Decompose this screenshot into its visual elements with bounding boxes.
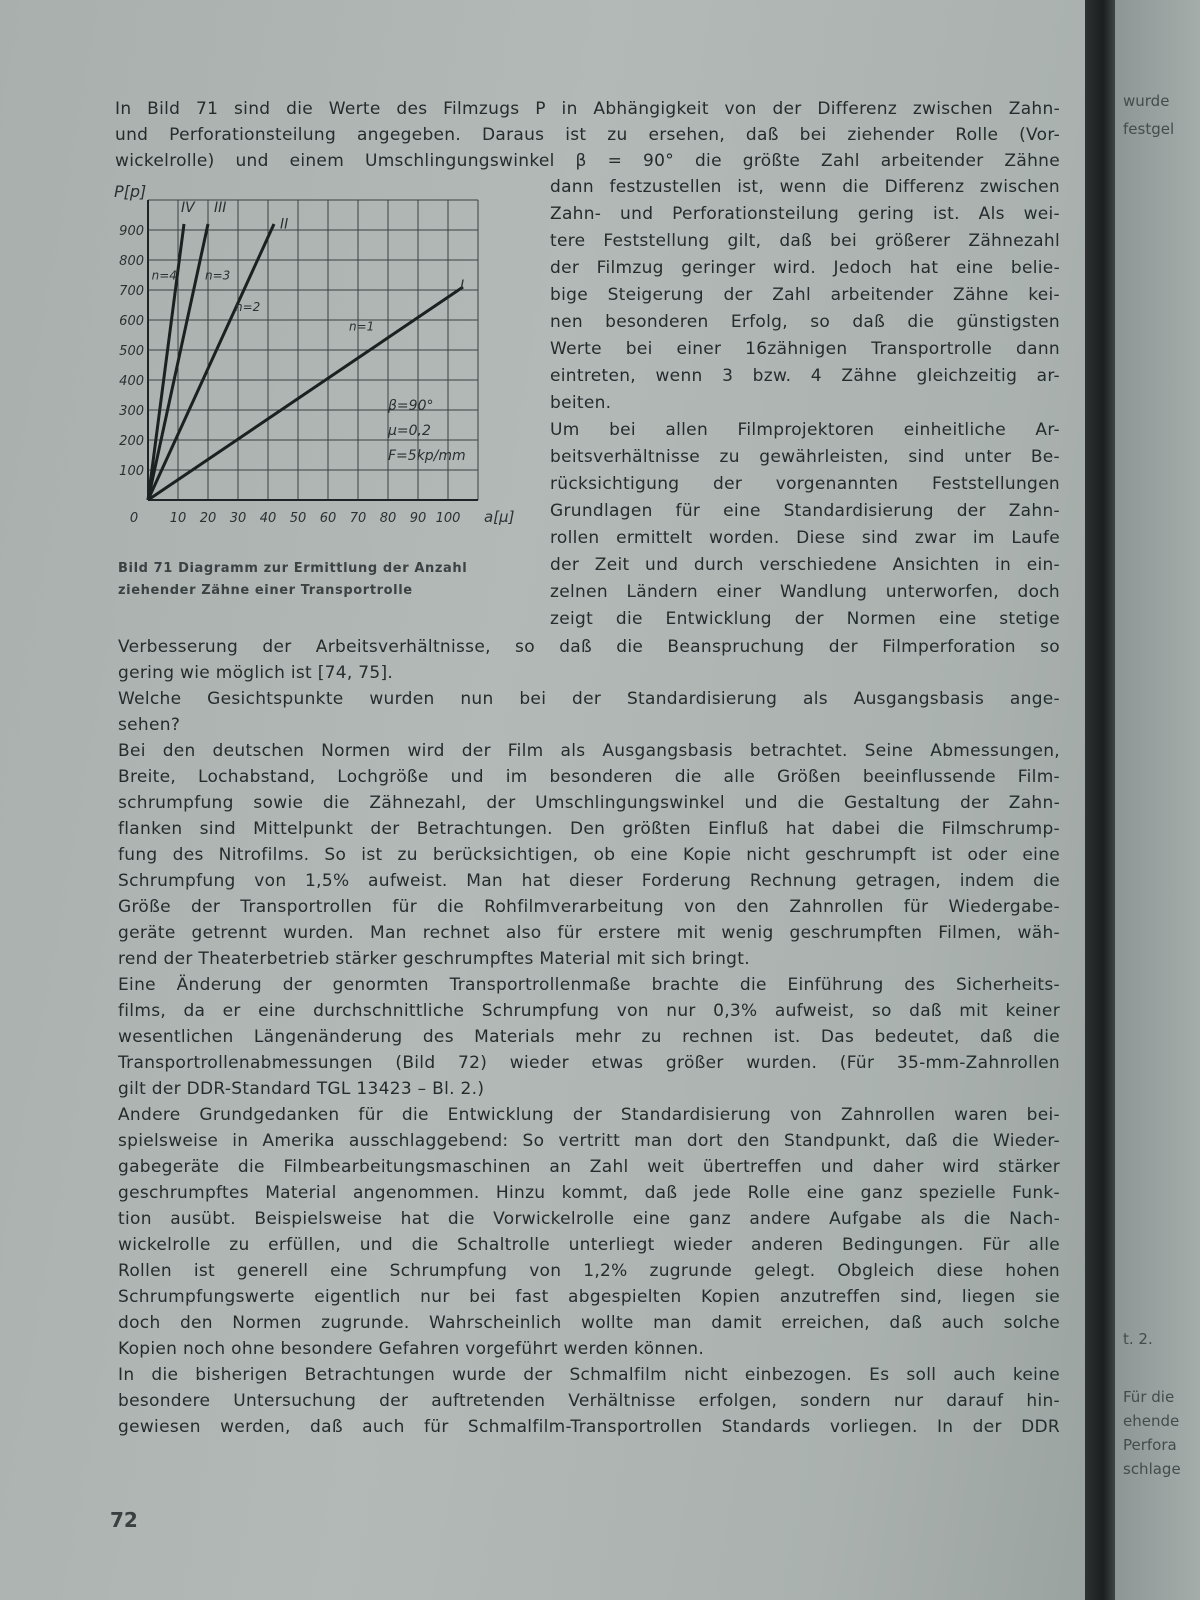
- text-line: Welche Gesichtspunkte wurden nun bei der Standardisierung als Ausgangsbasis ange-: [118, 689, 1060, 709]
- page-number: 72: [110, 1508, 138, 1532]
- text-line: schrumpfung sowie die Zähnezahl, der Umschlingungswinkel und die Gestaltung der Zahn-: [118, 793, 1060, 813]
- n-label: n=2: [235, 300, 261, 314]
- y-tick-label: 500: [119, 344, 144, 359]
- n-label: n=1: [349, 319, 375, 334]
- n-label: n=3: [205, 268, 231, 283]
- parameter-label: μ=0,2: [388, 423, 431, 439]
- chart: [110, 182, 530, 540]
- edge-text: Für die: [1123, 1388, 1175, 1406]
- edge-text: Perfora: [1123, 1436, 1177, 1454]
- text-line: Rollen ist generell eine Schrumpfung von 1,2% zugrunde gelegt. Obgleich diese hohen: [118, 1261, 1060, 1281]
- text-line: Eine Änderung der genormten Transportrollenmaße brachte die Einführung des Sicherheits-: [118, 975, 1060, 995]
- text-line: Schrumpfungswerte eigentlich nur bei fast abgespielten Kopien anzutreffen sind, liegen sie: [118, 1287, 1060, 1307]
- text-line: rend der Theaterbetrieb stärker geschrumpftes Material mit sich bringt.: [118, 949, 750, 969]
- curve-label: III: [214, 200, 227, 216]
- text-line: sehen?: [118, 715, 181, 735]
- text-line: tere Feststellung gilt, daß bei größerer Zähnezahl: [550, 231, 1060, 251]
- text-line: zelnen Ländern einer Wandlung unterworfen, doch: [550, 582, 1060, 602]
- text-line: Bei den deutschen Normen wird der Film als Ausgangsbasis betrachtet. Seine Abmessungen,: [118, 741, 1060, 761]
- y-tick-label: 100: [119, 464, 144, 479]
- text-line: bige Steigerung der Zahl arbeitender Zähne kei-: [550, 285, 1060, 305]
- x-tick-label: 50: [289, 511, 307, 526]
- text-line: Zahn- und Perforationsteilung gering ist. Als wei-: [550, 204, 1060, 224]
- edge-text: t. 2.: [1123, 1330, 1153, 1348]
- x-tick-label: 20: [199, 511, 217, 526]
- edge-text: wurde: [1123, 92, 1170, 110]
- text-line: In die bisherigen Betrachtungen wurde der Schmalfilm nicht einbezogen. Es soll auch keine: [118, 1365, 1060, 1385]
- x-axis-label: a[μ]: [484, 508, 515, 526]
- figure-caption: Bild 71 Diagramm zur Ermittlung der Anzahl ziehender Zähne einer Transportrolle: [118, 561, 468, 598]
- text-line: wickelrolle zu erfüllen, und die Schaltrolle unterliegt wieder anderen Bedingungen. Für alle: [118, 1235, 1060, 1255]
- text-line: films, da er eine durchschnittliche Schrumpfung von nur 0,3% aufweist, so daß mit keiner: [118, 1001, 1060, 1021]
- text-line: dann festzustellen ist, wenn die Differenz zwischen: [550, 177, 1060, 197]
- y-tick-label: 300: [119, 404, 144, 419]
- text-line: rollen ermittelt worden. Diese sind zwar im Laufe: [550, 528, 1060, 548]
- text-line: Transportrollenabmessungen (Bild 72) wieder etwas größer wurden. (Für 35-mm-Zahnrollen: [118, 1053, 1060, 1073]
- y-tick-label: 400: [119, 374, 144, 389]
- text-line: Breite, Lochabstand, Lochgröße und im besonderen die alle Größen beeinflussende Film-: [118, 767, 1060, 787]
- text-line: wesentlichen Längenänderung des Materials mehr zu rechnen ist. Das bedeutet, daß die: [118, 1027, 1060, 1047]
- text-line: fung des Nitrofilms. So ist zu berücksichtigen, ob eine Kopie nicht geschrumpft ist oder eine: [118, 845, 1060, 865]
- text-line: der Filmzug geringer wird. Jedoch hat eine belie-: [550, 258, 1060, 278]
- y-tick-label: 600: [119, 314, 144, 329]
- text-line: Kopien noch ohne besondere Gefahren vorgeführt werden können.: [118, 1339, 705, 1359]
- text-line: geräte getrennt wurden. Man rechnet also für erstere mit wenig geschrumpften Filmen, wäh-: [118, 923, 1060, 943]
- x-tick-label: 30: [229, 511, 247, 526]
- text-line: gilt der DDR-Standard TGL 13423 – Bl. 2.): [118, 1079, 485, 1099]
- n-label: n=4: [151, 268, 177, 283]
- text-line: zeigt die Entwicklung der Normen eine stetige: [550, 609, 1060, 629]
- text-line: nen besonderen Erfolg, so daß die günstigsten: [550, 312, 1060, 332]
- book-spine: [1085, 0, 1115, 1600]
- curve-label: IV: [181, 200, 195, 216]
- text-line: Größe der Transportrollen für die Rohfilmverarbeitung von den Zahnrollen für Wiedergabe-: [118, 897, 1060, 917]
- edge-text: schlage: [1123, 1460, 1181, 1478]
- curve-label: II: [280, 216, 289, 233]
- text-line: rücksichtigung der vorgenannten Feststellungen: [550, 474, 1060, 494]
- x-tick-label: 10: [169, 511, 187, 526]
- y-tick-label: 700: [119, 284, 144, 299]
- text-line: spielsweise in Amerika ausschlaggebend: So vertritt man dort den Standpunkt, daß die Wieder-: [118, 1131, 1060, 1151]
- y-tick-label: 900: [119, 224, 144, 239]
- text-line: doch den Normen zugrunde. Wahrscheinlich wollte man damit erreichen, daß auch solche: [118, 1313, 1060, 1333]
- x-tick-label: 60: [319, 511, 337, 526]
- x-tick-label: 100: [435, 511, 461, 526]
- y-axis-label: P[p]: [114, 182, 147, 201]
- edge-text: ehende: [1123, 1412, 1180, 1430]
- text-line: eintreten, wenn 3 bzw. 4 Zähne gleichzeitig ar-: [550, 366, 1060, 386]
- text-line: In Bild 71 sind die Werte des Filmzugs P in Abhängigkeit von der Differenz zwischen Zahn-: [115, 99, 1060, 119]
- y-tick-label: 200: [119, 434, 144, 449]
- text-line: Um bei allen Filmprojektoren einheitliche Ar-: [550, 420, 1060, 440]
- text-line: und Perforationsteilung angegeben. Daraus ist zu ersehen, daß bei ziehender Rolle (Vor-: [115, 125, 1060, 145]
- parameter-label: β=90°: [388, 398, 434, 414]
- curve-label: I: [460, 278, 465, 294]
- text-line: gering wie möglich ist [74, 75].: [118, 663, 394, 683]
- text-line: gabegeräte die Filmbearbeitungsmaschinen an Zahl weit übertreffen und daher wird stärker: [118, 1157, 1060, 1177]
- text-line: besondere Untersuchung der auftretenden Verhältnisse erfolgen, sondern nur darauf hin-: [118, 1391, 1060, 1411]
- x-tick-label: 70: [349, 511, 367, 526]
- x-tick-label: 90: [409, 511, 427, 526]
- text-line: beitsverhältnisse zu gewährleisten, sind unter Be-: [550, 447, 1060, 467]
- next-page-edge: [1115, 0, 1200, 1600]
- text-line: gewiesen werden, daß auch für Schmalfilm-Transportrollen Standards vorliegen. In der DDR: [118, 1417, 1060, 1437]
- text-line: flanken sind Mittelpunkt der Betrachtungen. Den größten Einfluß hat dabei die Filmschrump-: [118, 819, 1060, 839]
- text-line: Schrumpfung von 1,5% aufweist. Man hat dieser Forderung Rechnung getragen, indem die: [118, 871, 1060, 891]
- x-tick-label: 80: [379, 511, 397, 526]
- text-line: tion ausübt. Beispielsweise hat die Vorwickelrolle eine ganz andere Aufgabe als die Nach-: [118, 1209, 1060, 1229]
- x-tick-label: 40: [259, 511, 277, 526]
- text-line: geschrumpftes Material angenommen. Hinzu kommt, daß jede Rolle eine ganz spezielle Funk-: [118, 1183, 1060, 1203]
- parameter-label: F=5kp/mm: [388, 448, 466, 464]
- text-line: der Zeit und durch verschiedene Ansichten in ein-: [550, 555, 1060, 575]
- text-line: Verbesserung der Arbeitsverhältnisse, so daß die Beanspruchung der Filmperforation so: [118, 637, 1060, 657]
- figure-71: [110, 182, 530, 570]
- origin-label: 0: [129, 511, 139, 526]
- y-tick-label: 800: [119, 254, 144, 269]
- text-line: Grundlagen für eine Standardisierung der Zahn-: [550, 501, 1060, 521]
- text-line: wickelrolle) und einem Umschlingungswinkel β = 90° die größte Zahl arbeitender Zähne: [115, 151, 1060, 171]
- text-line: Andere Grundgedanken für die Entwicklung der Standardisierung von Zahnrollen waren bei-: [118, 1105, 1060, 1125]
- text-line: beiten.: [550, 393, 612, 413]
- edge-text: festgel: [1123, 120, 1175, 138]
- text-line: Werte bei einer 16zähnigen Transportrolle dann: [550, 339, 1060, 359]
